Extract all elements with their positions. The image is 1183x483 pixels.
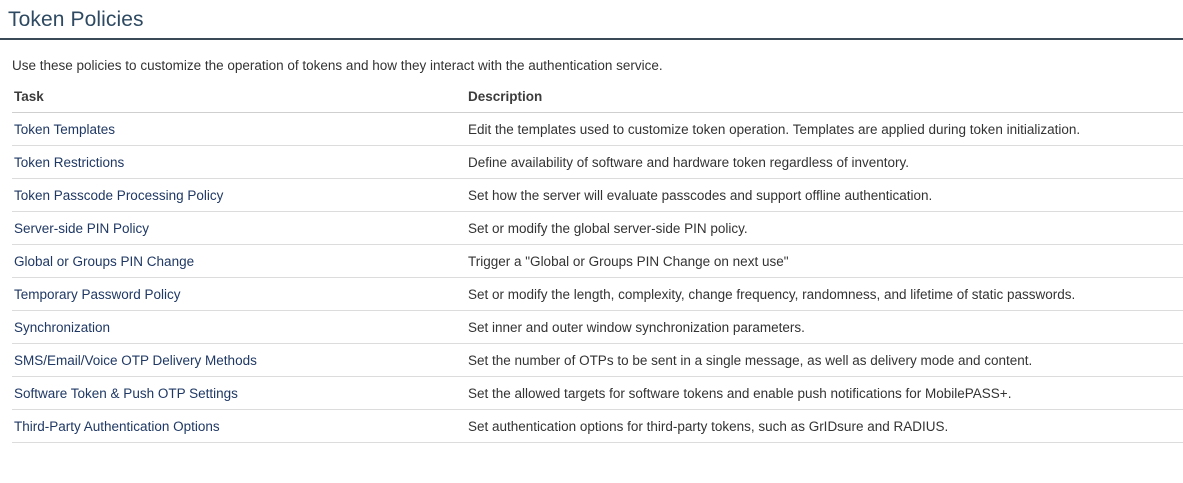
table-cell-task <box>12 344 466 377</box>
table-row <box>12 146 1183 179</box>
column-header-task: Task <box>12 85 466 113</box>
policy-link-server-side-pin-policy[interactable]: Server-side PIN Policy <box>14 221 150 236</box>
intro-text: Use these policies to customize the operation of tokens and how they interact with the authentication service. <box>12 58 663 73</box>
table-body <box>12 113 1183 443</box>
table-cell-description: Set how the server will evaluate passcodes and support offline authentication. <box>466 179 1183 212</box>
table-cell-description: Set or modify the global server-side PIN policy. <box>466 212 1183 245</box>
table-cell-description: Set the number of OTPs to be sent in a single message, as well as delivery mode and content. <box>466 344 1183 377</box>
table-row <box>12 410 1183 443</box>
table-cell-description: Define availability of software and hardware token regardless of inventory. <box>466 146 1183 179</box>
page-title: Token Policies <box>8 8 144 31</box>
policy-link-synchronization[interactable]: Synchronization <box>14 320 111 335</box>
table-cell-description: Trigger a "Global or Groups PIN Change on next use" <box>466 245 1183 278</box>
table-header <box>12 85 1183 113</box>
policy-link-token-passcode-processing-policy[interactable]: Token Passcode Processing Policy <box>14 188 224 203</box>
column-header-description: Description <box>466 85 1183 113</box>
table-cell-task <box>12 179 466 212</box>
policy-table <box>12 85 1183 443</box>
table-row <box>12 113 1183 146</box>
table-row <box>12 311 1183 344</box>
table-cell-description: Set the allowed targets for software tokens and enable push notifications for MobilePASS+. <box>466 377 1183 410</box>
table-cell-task <box>12 245 466 278</box>
table-row <box>12 245 1183 278</box>
table-cell-description: Set or modify the length, complexity, change frequency, randomness, and lifetime of static passwords. <box>466 278 1183 311</box>
policy-link-third-party-authentication-options[interactable]: Third-Party Authentication Options <box>14 419 220 434</box>
table-cell-task <box>12 212 466 245</box>
table-cell-task <box>12 410 466 443</box>
table-header-row <box>12 85 1183 113</box>
table-cell-task <box>12 311 466 344</box>
table-row <box>12 377 1183 410</box>
policy-link-sms-email-voice-otp-delivery-methods[interactable]: SMS/Email/Voice OTP Delivery Methods <box>14 353 257 368</box>
policy-link-token-restrictions[interactable]: Token Restrictions <box>14 155 125 170</box>
policy-link-temporary-password-policy[interactable]: Temporary Password Policy <box>14 287 181 302</box>
table-cell-description: Set authentication options for third-party tokens, such as GrIDsure and RADIUS. <box>466 410 1183 443</box>
policy-link-software-token-push-otp-settings[interactable]: Software Token & Push OTP Settings <box>14 386 238 401</box>
table-cell-description: Set inner and outer window synchronization parameters. <box>466 311 1183 344</box>
table-row <box>12 278 1183 311</box>
policy-link-token-templates[interactable]: Token Templates <box>14 122 116 137</box>
table-cell-task <box>12 113 466 146</box>
policy-link-global-or-groups-pin-change[interactable]: Global or Groups PIN Change <box>14 254 195 269</box>
table-row <box>12 344 1183 377</box>
table-row <box>12 179 1183 212</box>
table-cell-task <box>12 146 466 179</box>
table-cell-task <box>12 377 466 410</box>
table-row <box>12 212 1183 245</box>
table-cell-description: Edit the templates used to customize token operation. Templates are applied during token initialization. <box>466 113 1183 146</box>
table-cell-task <box>12 278 466 311</box>
